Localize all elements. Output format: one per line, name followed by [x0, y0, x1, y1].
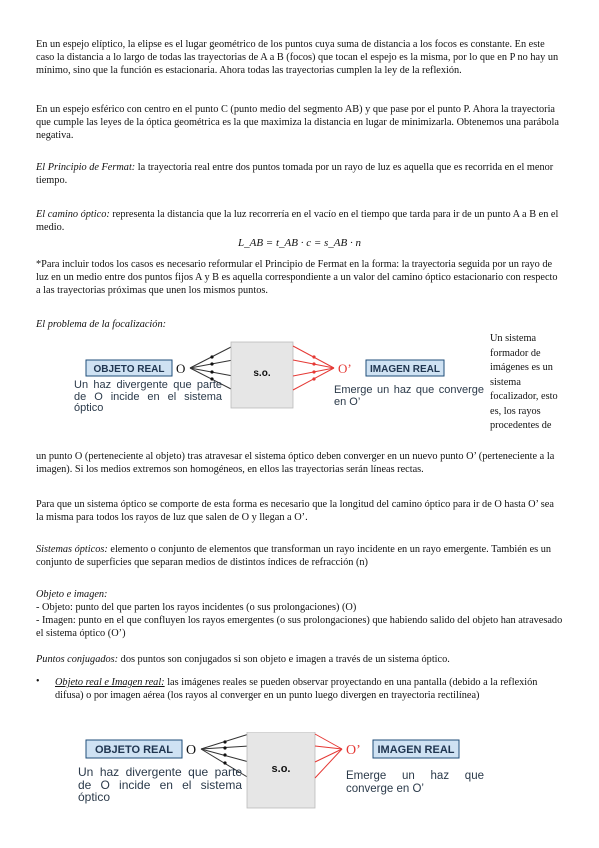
optical-system-label-2: s.o.	[271, 763, 291, 775]
fermat-text: la trayectoria real entre dos puntos tomada por un rayo de luz es aquella que es recorrida en el menor tiempo.	[36, 162, 554, 186]
emergent-rays	[293, 346, 334, 390]
heading-focalization: El problema de la focalización:	[36, 319, 167, 330]
paragraph-elliptic-mirror: En un espejo elíptico, la elipse es el lugar geométrico de los puntos cuya suma de distancia a los focos es constante. En este caso la distancia a lo largo de todas las trayectorias de A a B (focos) que tocan el espejo es la misma, por lo que en P no hay un mínimo, sino que la función es estacionaria. Ahora todas las trayectorias cumplen la ley de la reflexión.	[36, 39, 559, 76]
paragraph-focalization-continued: un punto O (perteneciente al objeto) tras atravesar el sistema óptico deben converger en un nuevo punto O’ (perteneciente a la imagen). Si los medios extremos son homogéneos, en ellos las trayectorias serán líneas rectas.	[36, 451, 555, 475]
bullet-real-object-image	[55, 676, 563, 702]
o-prime-label: O’	[338, 361, 352, 376]
optical-systems-term: Sistemas ópticos:	[36, 544, 108, 555]
o-label: O	[176, 361, 186, 376]
bullet-dot-icon: •	[36, 676, 40, 687]
objeto-real-label: OBJETO REAL	[93, 364, 165, 375]
left-caption: Un haz divergente que parte de O incide en el sistema óptico	[74, 380, 222, 414]
objeto-real-label-2: OBJETO REAL	[94, 744, 174, 756]
heading-object-image: Objeto e imagen:	[36, 589, 108, 600]
paragraph-fermat-note: *Para incluir todos los casos es necesario reformular el Principio de Fermat en la forma: la trayectoria seguida por un rayo de luz en un medio entre dos puntos fijos A y B es aquella correspondiente a un valor del camino óptico estacionario con respecto a las trayectorias próximas que unen los mismos puntos.	[36, 259, 558, 296]
object-definition: - Objeto: punto del que parten los rayos incidentes (o sus prolongaciones) (O)	[36, 602, 357, 613]
emergent-ray-arrows	[312, 355, 315, 380]
conjugate-points-term: Puntos conjugados:	[36, 654, 119, 665]
optical-path-term: El camino óptico:	[36, 209, 110, 220]
optical-path-equation	[0, 237, 599, 249]
fermat-term: El Principio de Fermat:	[36, 162, 136, 173]
bullet-term: Objeto real e Imagen real:	[55, 677, 165, 688]
imagen-real-label: IMAGEN REAL	[370, 364, 440, 375]
o-prime-label-2: O’	[346, 743, 361, 758]
equation-text: L_AB = t_AB · c = s_AB · n	[238, 237, 361, 249]
focalization-diagram-2	[66, 732, 486, 844]
optical-system-label: s.o.	[253, 368, 271, 379]
optical-path-text: representa la distancia que la luz recorrería en el vacío en el tiempo que tarda para ir de un punto A a B en el medio.	[36, 209, 559, 233]
conjugate-points-text: dos puntos son conjugados si son objeto e imagen a través de un sistema óptico.	[118, 654, 450, 665]
emergent-rays-2	[315, 734, 342, 778]
o-label-2: O	[186, 743, 197, 758]
optical-systems-text: elemento o conjunto de elementos que transforman un rayo incidente en un rayo emergente. También es un conjunto de superficies que separan medios de distintos índices de refracción (n)	[36, 544, 552, 568]
right-caption: Emerge un haz que converge en O’	[334, 384, 484, 408]
paragraph-fermat	[36, 161, 563, 187]
paragraph-optical-path	[36, 208, 563, 234]
paragraph-spherical-mirror: En un espejo esférico con centro en el punto C (punto medio del segmento AB) y que pase por el punto P. Ahora la trayectoria que cumple las leyes de la óptica geométrica es la que maximiza la distancia en lugar de minimizarla. Obtenemos una parábola negativa.	[36, 104, 559, 141]
left-caption-2: Un haz divergente que parte de O incide en el sistema óptico	[78, 766, 242, 804]
focalization-side-text: Un sistema formador de imágenes es un sistema focalizador, esto es, los rayos procedentes de	[490, 333, 558, 431]
focalization-diagram	[66, 338, 486, 446]
incident-ray-arrows	[210, 355, 213, 380]
paragraph-optical-systems	[36, 543, 563, 569]
right-caption-2: Emerge un haz que converge en O’	[346, 770, 484, 795]
paragraph-focalization-condition: Para que un sistema óptico se comporte de esta forma es necesario que la longitud del camino óptico para ir de O hasta O’ sea la misma para todos los rayos de luz que salen de O y llegan a O’.	[36, 499, 554, 523]
paragraph-conjugate-points	[36, 653, 563, 666]
image-definition: - Imagen: punto en el que confluyen los rayos emergentes (o sus prolongaciones) que habiendo salido del objeto han atravesado el sistema óptico (O’)	[36, 615, 563, 639]
bullet-text: las imágenes reales se pueden observar proyectando en una pantalla (debido a la reflexión difusa) o por imagen aérea (los rayos al converger en un punto luego divergen en trayectoria rectilínea)	[55, 677, 538, 701]
imagen-real-label-2: IMAGEN REAL	[377, 744, 455, 756]
incident-ray-arrows-2	[223, 740, 226, 764]
